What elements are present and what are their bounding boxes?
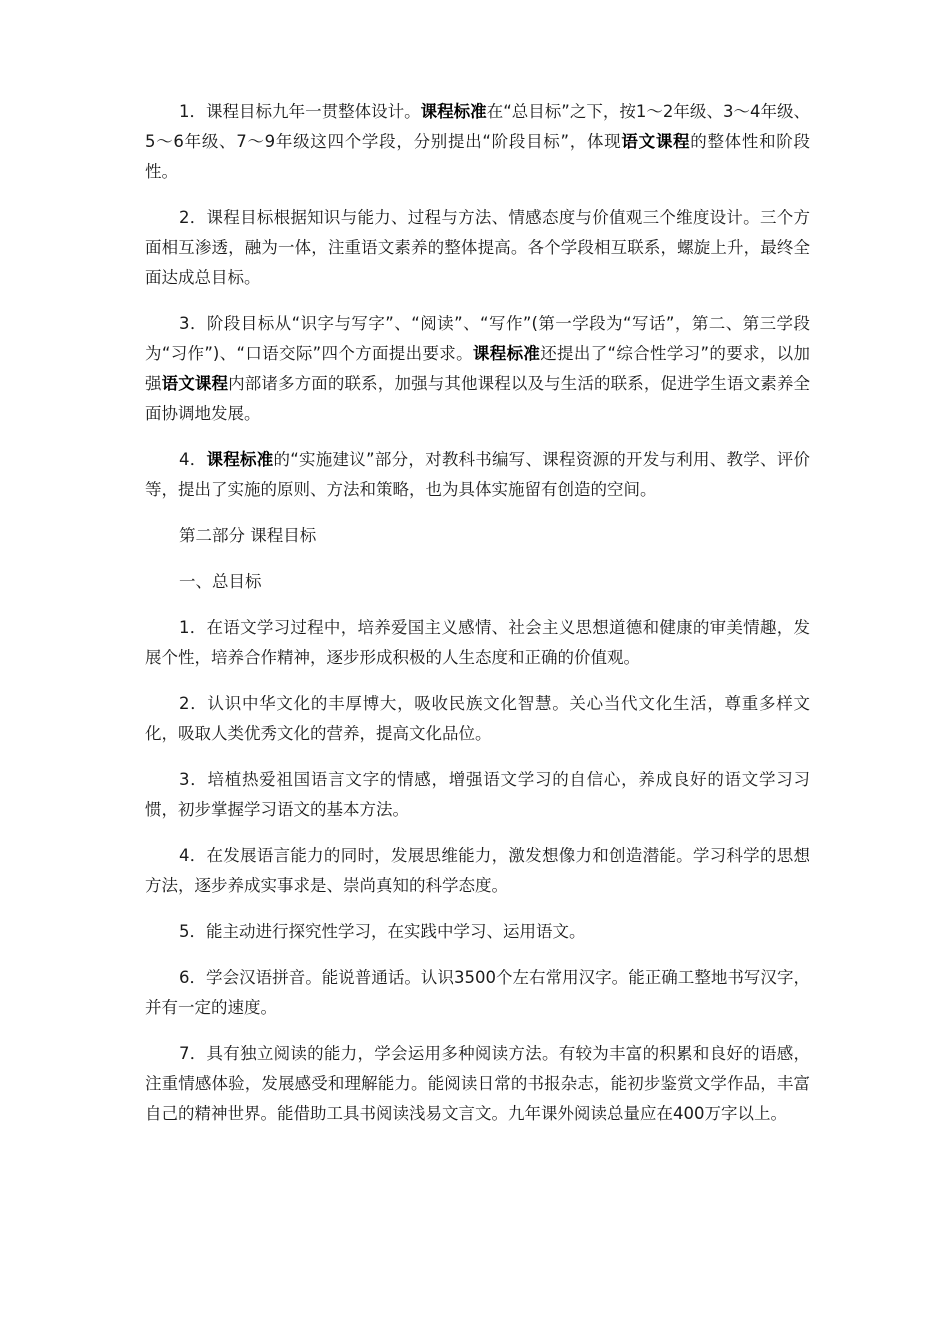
text-run: 3．阶段目标从“识字与写字”、“阅读”、“写作”(第一学段为“写话”，第二、第三学段为“习作”)、“口语交际”四个方面提出要求。 — [145, 314, 810, 363]
intro-paragraph-1 — [145, 97, 810, 187]
bold-keyword: 课程标准 — [472, 344, 541, 363]
goal-paragraph: 3．培植热爱祖国语言文字的情感，增强语文学习的自信心，养成良好的语文学习习惯，初步掌握学习语文的基本方法。 — [145, 770, 810, 819]
text-run: 还提出了“综合性学习”的要求，以加强 — [145, 344, 810, 393]
bold-keyword: 语文课程 — [621, 132, 691, 151]
intro-paragraph-2 — [145, 203, 810, 293]
text-run: 在“总目标”之下，按1～2年级、3～4年级、5～6年级、7～9年级这四个学段，分别提出“阶段目标”，体现 — [145, 102, 811, 151]
document-body — [145, 97, 810, 1145]
goal-paragraph: 5．能主动进行探究性学习，在实践中学习、运用语文。 — [179, 922, 586, 941]
goal-paragraph: 1．在语文学习过程中，培养爱国主义感情、社会主义思想道德和健康的审美情趣，发展个性，培养合作精神，逐步形成积极的人生态度和正确的价值观。 — [145, 618, 810, 667]
text-run: 2．课程目标根据知识与能力、过程与方法、情感态度与价值观三个维度设计。三个方面相互渗透，融为一体，注重语文素养的整体提高。各个学段相互联系，螺旋上升，最终全面达成总目标。 — [145, 208, 810, 287]
text-run: 内部诸多方面的联系，加强与其他课程以及与生活的联系，促进学生语文素养全面协调地发展。 — [145, 374, 811, 423]
text-run: 4． — [179, 450, 207, 469]
text-run: 的“实施建议”部分，对教科书编写、课程资源的开发与利用、教学、评价等，提出了实施的原则、方法和策略，也为具体实施留有创造的空间。 — [145, 450, 811, 499]
intro-paragraph-3 — [145, 309, 810, 429]
section-heading: 第二部分 课程目标 — [179, 526, 317, 545]
goal-paragraph: 2．认识中华文化的丰厚博大，吸收民族文化智慧。关心当代文化生活，尊重多样文化，吸取人类优秀文化的营养，提高文化品位。 — [145, 694, 810, 743]
goal-paragraph: 6．学会汉语拼音。能说普通话。认识3500个左右常用汉字。能正确工整地书写汉字，并有一定的速度。 — [145, 968, 810, 1017]
bold-keyword: 课程标准 — [420, 102, 487, 121]
text-run: 的整体性和阶段性。 — [145, 132, 811, 181]
goal-paragraph: 7．具有独立阅读的能力，学会运用多种阅读方法。有较为丰富的积累和良好的语感，注重情感体验，发展感受和理解能力。能阅读日常的书报杂志，能初步鉴赏文学作品，丰富自己的精神世界。能借助工具书阅读浅易文言文。九年课外阅读总量应在400万字以上。 — [145, 1044, 810, 1123]
bold-keyword: 语文课程 — [161, 374, 229, 393]
sub-heading: 一、总目标 — [179, 572, 262, 591]
goal-paragraph: 4．在发展语言能力的同时，发展思维能力，激发想像力和创造潜能。学习科学的思想方法，逐步养成实事求是、崇尚真知的科学态度。 — [145, 846, 810, 895]
bold-keyword: 课程标准 — [206, 450, 274, 469]
text-run: 1．课程目标九年一贯整体设计。 — [179, 102, 421, 121]
intro-paragraph-4 — [145, 445, 810, 505]
